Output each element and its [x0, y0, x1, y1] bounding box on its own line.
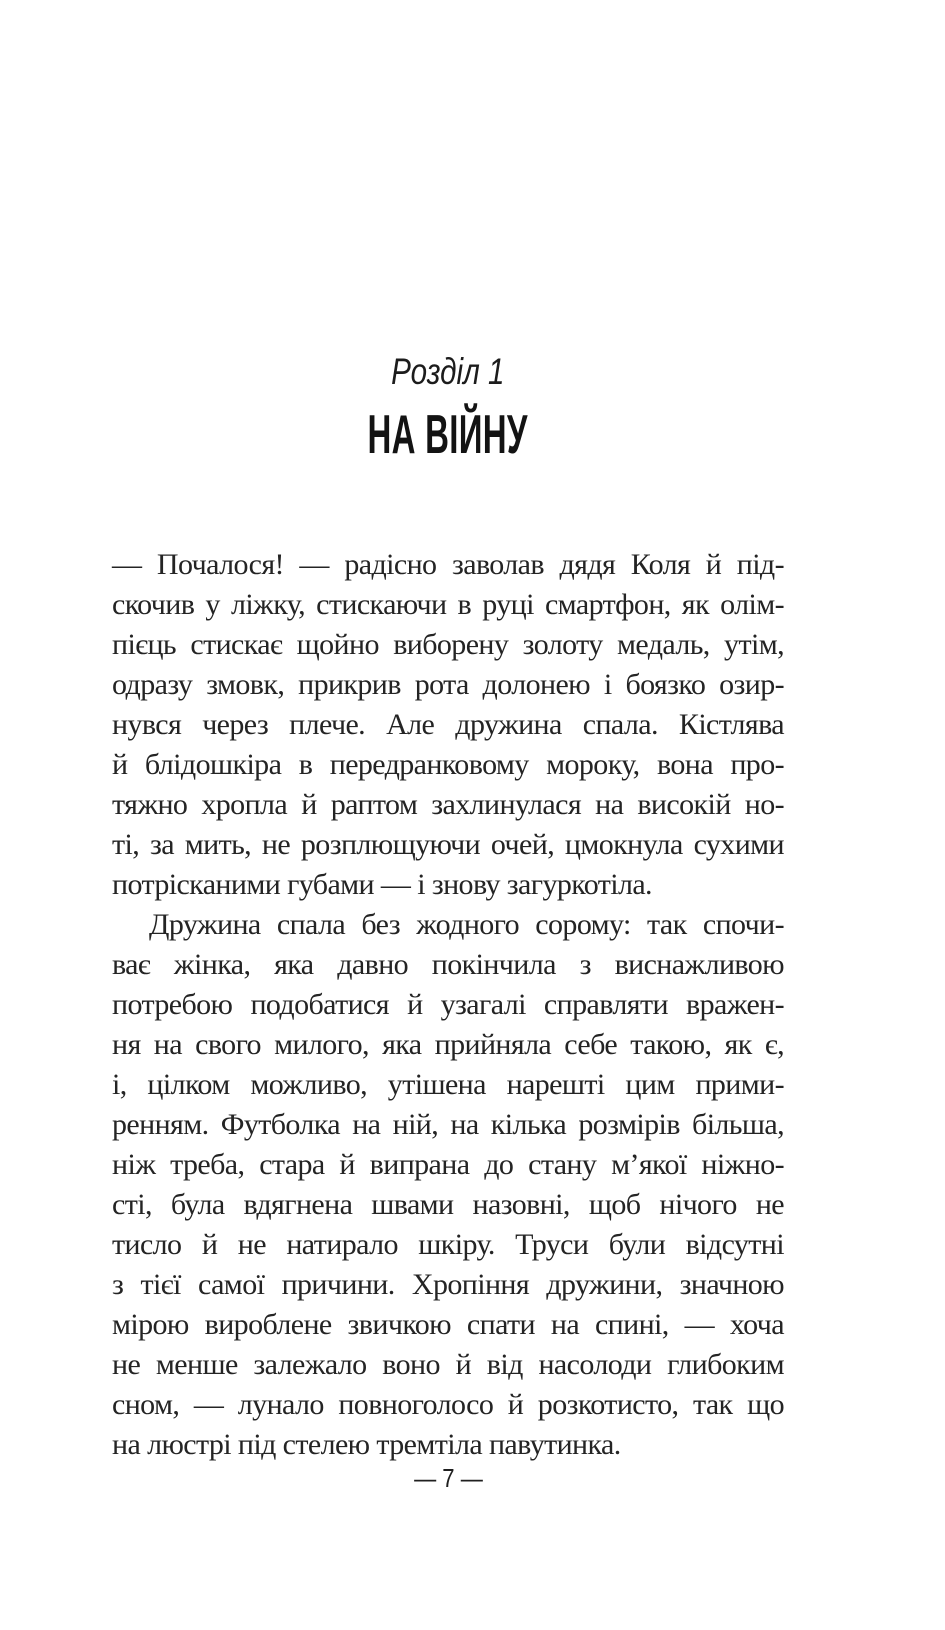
page-number: [112, 1458, 784, 1503]
text-line: тяжно хропла й раптом захлинулася на високій но-: [112, 788, 784, 821]
paragraph-1: [112, 545, 784, 905]
text-line: мірою вироблене звичкою спати на спині, — хоча: [112, 1308, 784, 1341]
chapter-label: [112, 352, 784, 400]
body-text: [112, 545, 784, 1465]
text-line: сті, була вдягнена швами назовні, щоб нічого не: [112, 1188, 784, 1221]
text-line: нувся через плече. Але дружина спала. Кістлява: [112, 708, 784, 741]
text-line: одразу змовк, прикрив рота долонею і боязко озир-: [112, 668, 784, 701]
text-line: тисло й не натирало шкіру. Труси були відсутні: [112, 1228, 784, 1261]
chapter-title: [112, 405, 784, 471]
text-line: ренням. Футболка на ній, на кілька розмірів більша,: [112, 1108, 784, 1141]
text-line: сном, — лунало повноголосо й розкотисто, так що: [112, 1388, 784, 1421]
text-line: Дружина спала без жодного сорому: так спочи-: [149, 908, 784, 941]
text-line: потребою подобатися й узагалі справляти вражен-: [112, 988, 784, 1021]
paragraph-2: [112, 905, 784, 1465]
text-line: на люстрі під стелею тремтіла павутинка.: [112, 1428, 621, 1461]
text-line: ває жінка, яка давно покінчила з виснажливою: [112, 948, 784, 981]
text-line: — Почалося! — радісно заволав дядя Коля й під-: [112, 548, 784, 581]
text-line: скочив у ліжку, стискаючи в руці смартфон, як олім-: [112, 588, 784, 621]
text-line: з тієї самої причини. Хропіння дружини, значною: [112, 1268, 784, 1301]
text-line: ніж треба, стара й випрана до стану м’якої ніжно-: [112, 1148, 784, 1181]
chapter-label-text: Розділ 1: [391, 351, 505, 392]
text-line: ті, за мить, не розплющуючи очей, цмокнула сухими: [112, 828, 784, 861]
text-line: пієць стискає щойно виборену золоту медаль, утім,: [112, 628, 784, 661]
text-line: потрісканими губами — і знову загуркотіла.: [112, 868, 652, 901]
chapter-title-text: НА ВІЙНУ: [367, 403, 529, 465]
page-number-text: — 7 —: [413, 1463, 483, 1493]
text-line: не менше залежало воно й від насолоди глибоким: [112, 1348, 784, 1381]
text-line: і, цілком можливо, утішена нарешті цим прими-: [112, 1068, 784, 1101]
text-line: й блідошкіра в передранковому мороку, вона про-: [112, 748, 784, 781]
text-line: ня на свого милого, яка прийняла себе такою, як є,: [112, 1028, 784, 1061]
